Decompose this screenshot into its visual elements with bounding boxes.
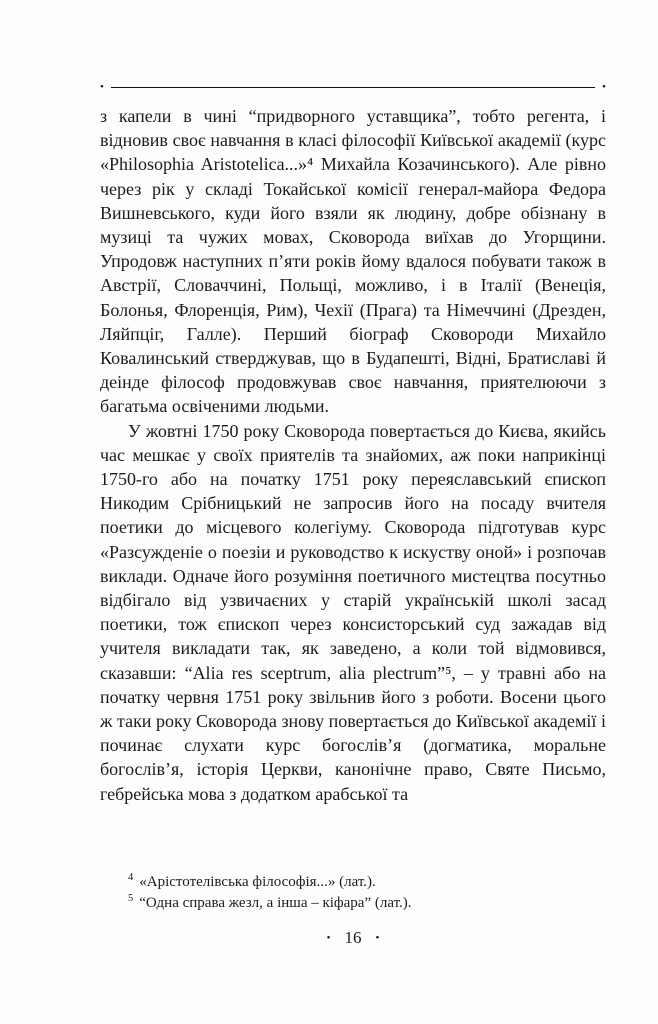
header-line [111, 87, 595, 88]
footnote-5-text: “Одна справа жезл, а інша – кіфара” (лат.). [139, 894, 412, 911]
header-right-dot-icon: • [602, 81, 606, 93]
paragraph-2: У жовтні 1750 року Сковорода повертається до Києва, якийсь час мешкає у своїх приятелів та знайомих, аж поки наприкінці 1750-го або на початку 1751 року переяславський єпископ Никодим Срібницький не запросив його на посаду вчителя поетики до місцевого колегіуму. Сковорода підготував курс «Разсужденіе о поезіи и руководство к искуству оной» і розпочав виклади. Одначе його розуміння поетичного мистецтва посутньо відбігало від узвичаєних у старій українській школі засад поетики, тож єпископ через консисторський суд зажадав від учителя викладати так, як заведено, а коли той відмовився, сказавши: “Alia res sceptrum, alia plectrum”⁵, – у травні або на початку червня 1751 року звільнив його з роботи. Восени цього ж таки року Сковорода знову повертається до Київської академії і починає слухати курс богослів’я (догматика, моральне богослів’я, історія Церкви, канонічне право, Святе Письмо, гебрейська мова з додатком арабської та [100, 420, 606, 804]
footnote-5-marker: 5 [128, 892, 134, 904]
footnote-4-marker: 4 [128, 872, 134, 883]
page-number: 16 [344, 928, 362, 947]
header-rule [100, 82, 606, 93]
footnote-4-text: «Арістотелівська філософія...» (лат.). [139, 874, 376, 890]
paragraph-1: з капели в чині “придворного уставщика”, тобто регента, і відновив своє навчання в класі філософії Київської академії (курс «Philosophia Aristotelica...»⁴ Михайла Козачинського). Але рівно через рік у складі Токайської комісії генерал-майора Федора Вишневського, куди його взяли як людину, добре обізнану в музиці та чужих мовах, Сковорода виїхав до Угорщини. Упродовж наступних п’яти років йому вдалося побувати також в Австрії, Словаччині, Польщі, можливо, і в Італії (Венеція, Болонья, Флоренція, Рим), Чехії (Прага) та Німеччині (Дрезден, Ляйпціг, Галле). Перший біограф Сковороди Михайло Ковалинський стверджував, що в Будапешті, Відні, Братиславі й деінде філософ продовжував своє навчання, приятелюючи з багатьма освіченими людьми. [100, 106, 606, 417]
body-text [100, 104, 606, 806]
footnote-4 [100, 872, 606, 893]
footnote-5 [100, 893, 606, 914]
header-left-dot-icon: • [100, 81, 104, 93]
footer-right-dot-icon: • [375, 932, 380, 944]
footer-left-dot-icon: • [326, 932, 331, 944]
page-footer [100, 928, 606, 948]
footnotes-block [100, 872, 606, 913]
